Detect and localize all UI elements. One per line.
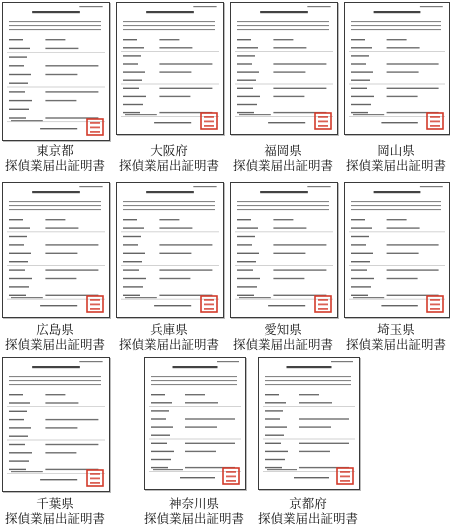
certificate-caption bbox=[223, 322, 343, 352]
certificate-document bbox=[3, 358, 109, 491]
certificate-image bbox=[344, 182, 450, 318]
certificate-title: 探偵業届出証明書 bbox=[4, 511, 105, 526]
certificate-caption bbox=[0, 496, 115, 526]
certificate-title: 探偵業届出証明書 bbox=[257, 511, 358, 526]
prefecture-name: 埼玉県 bbox=[377, 322, 415, 337]
certificate-image bbox=[116, 2, 224, 135]
certificate-caption bbox=[336, 143, 450, 173]
certificate-image bbox=[144, 357, 246, 490]
certificate-title: 探偵業届出証明書 bbox=[118, 337, 219, 352]
certificate-caption bbox=[0, 322, 115, 352]
certificate-caption bbox=[109, 143, 229, 173]
prefecture-name: 愛知県 bbox=[264, 322, 302, 337]
certificate-caption bbox=[223, 143, 343, 173]
certificate-title: 探偵業届出証明書 bbox=[232, 158, 333, 173]
certificate-caption bbox=[336, 322, 450, 352]
certificate-caption bbox=[109, 322, 229, 352]
certificate-document bbox=[3, 3, 109, 140]
certificate-title: 探偵業届出証明書 bbox=[143, 511, 244, 526]
certificate-document bbox=[259, 358, 359, 489]
prefecture-name: 神奈川県 bbox=[168, 496, 219, 511]
certificate-title: 探偵業届出証明書 bbox=[232, 337, 333, 352]
certificate-image bbox=[116, 182, 224, 318]
prefecture-name: 大阪府 bbox=[150, 143, 188, 158]
certificate-image bbox=[230, 182, 338, 318]
prefecture-name: 千葉県 bbox=[36, 496, 74, 511]
certificate-image bbox=[2, 2, 110, 141]
certificate-image bbox=[2, 357, 110, 492]
certificate-title: 探偵業届出証明書 bbox=[345, 337, 446, 352]
certificate-document bbox=[117, 183, 223, 317]
certificate-image bbox=[258, 357, 360, 490]
certificate-title: 探偵業届出証明書 bbox=[118, 158, 219, 173]
prefecture-name: 広島県 bbox=[36, 322, 74, 337]
certificate-image bbox=[2, 182, 110, 318]
prefecture-name: 福岡県 bbox=[264, 143, 302, 158]
certificate-document bbox=[345, 3, 449, 134]
certificate-image bbox=[230, 2, 338, 135]
certificate-title: 探偵業届出証明書 bbox=[345, 158, 446, 173]
certificate-title: 探偵業届出証明書 bbox=[4, 337, 105, 352]
certificate-document bbox=[145, 358, 245, 489]
certificate-document bbox=[3, 183, 109, 317]
certificate-image bbox=[344, 2, 450, 135]
prefecture-name: 京都府 bbox=[289, 496, 327, 511]
certificate-title: 探偵業届出証明書 bbox=[4, 158, 105, 173]
certificate-document bbox=[117, 3, 223, 134]
certificate-caption bbox=[248, 496, 368, 526]
certificate-caption bbox=[134, 496, 254, 526]
certificate-document bbox=[231, 183, 337, 317]
prefecture-name: 兵庫県 bbox=[150, 322, 188, 337]
prefecture-name: 東京都 bbox=[36, 143, 74, 158]
certificate-document bbox=[345, 183, 449, 317]
prefecture-name: 岡山県 bbox=[377, 143, 415, 158]
certificate-document bbox=[231, 3, 337, 134]
certificate-caption bbox=[0, 143, 115, 173]
